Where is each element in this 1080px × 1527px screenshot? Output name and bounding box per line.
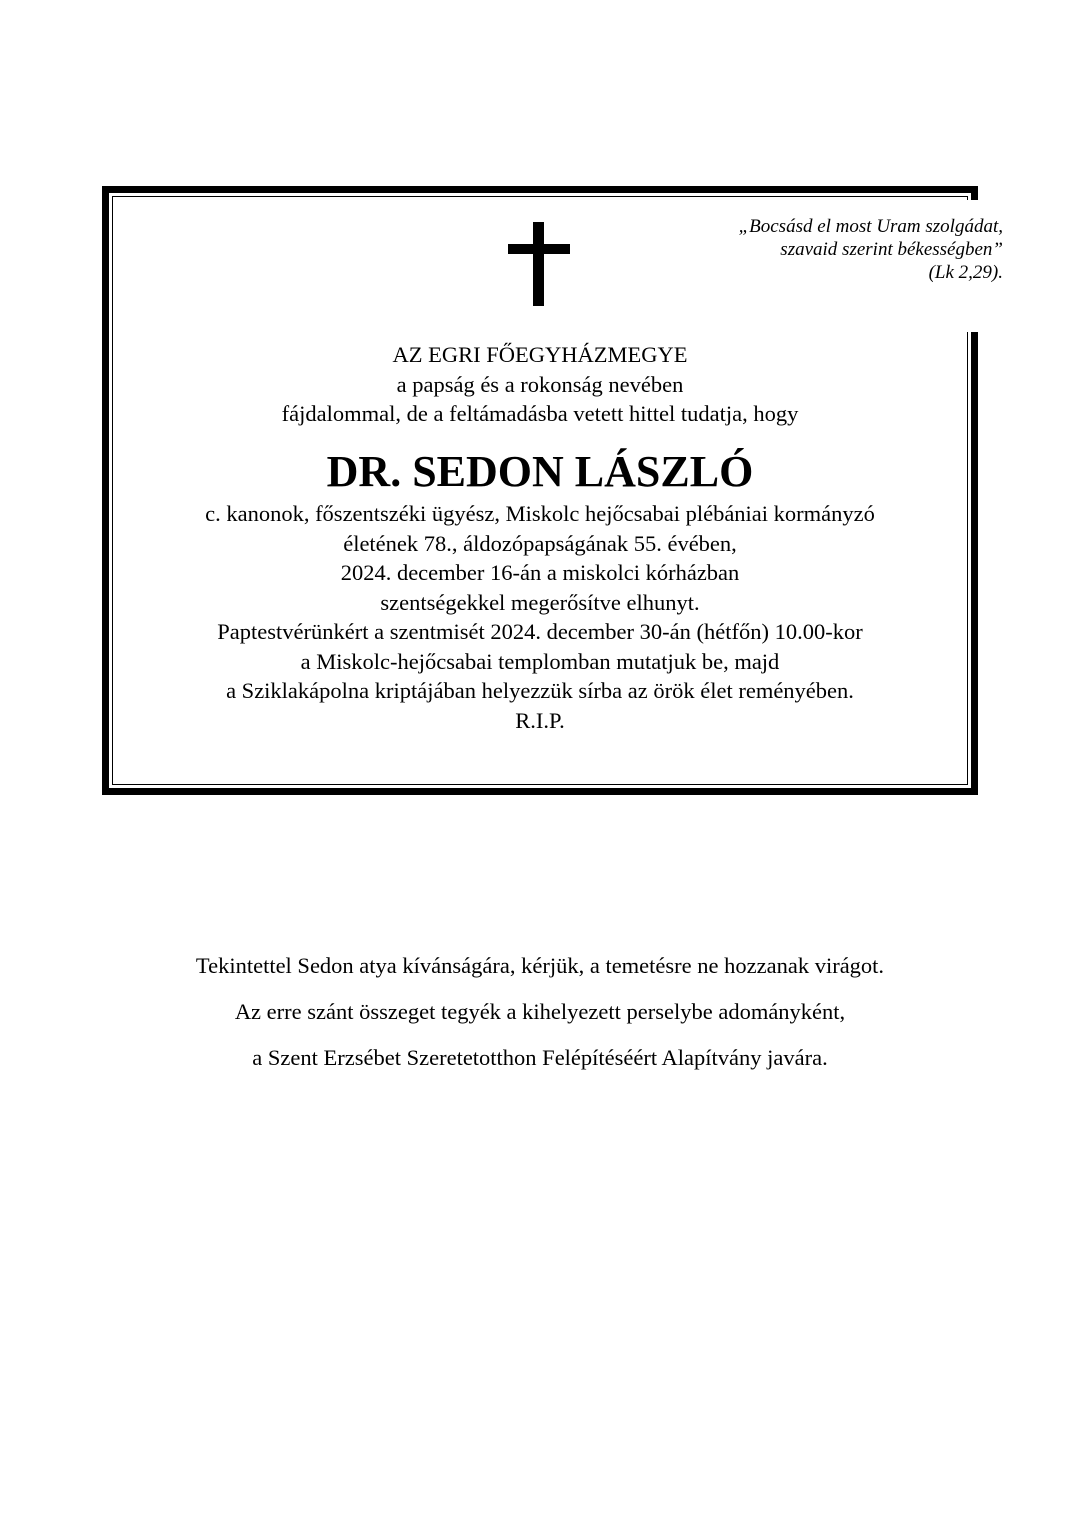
details-line-4: szentségekkel megerősítve elhunyt. xyxy=(380,589,700,615)
announcement-line-1: AZ EGRI FŐEGYHÁZMEGYE xyxy=(392,342,688,367)
footer-line-1: Tekintettel Sedon atya kívánságára, kérjük, a temetésre ne hozzanak virágot. xyxy=(195,953,885,978)
announcement-line-2: a papság és a rokonság nevében xyxy=(396,371,684,397)
details-line-2: életének 78., áldozópapságának 55. évében, xyxy=(343,530,737,556)
obituary-details xyxy=(110,499,970,735)
cross-icon xyxy=(508,222,570,306)
announcement xyxy=(110,340,970,429)
quote-line-2: szavaid szerint békességben” xyxy=(780,239,1003,260)
deceased-name: DR. SEDON LÁSZLÓ xyxy=(326,447,754,496)
details-line-6: a Miskolc-hejőcsabai templomban mutatjuk be, majd xyxy=(300,648,780,674)
details-line-1: c. kanonok, főszentszéki ügyész, Miskolc hejőcsabai plébániai kormányzó xyxy=(205,501,875,526)
footer-line-3: a Szent Erzsébet Szeretetotthon Felépítéséért Alapítvány javára. xyxy=(252,1045,828,1070)
details-line-5: Paptestvérünkért a szentmisét 2024. december 30-án (hétfőn) 10.00-kor xyxy=(217,619,863,644)
details-line-3: 2024. december 16-án a miskolci kórházban xyxy=(340,560,740,585)
details-line-7: a Sziklakápolna kriptájában helyezzük sírba az örök élet reményében. xyxy=(226,678,854,703)
rip-text: R.I.P. xyxy=(515,707,565,733)
announcement-line-3: fájdalommal, de a feltámadásba vetett hittel tudatja, hogy xyxy=(281,401,799,426)
footer-line-2: Az erre szánt összeget tegyék a kihelyezett perselybe adományként, xyxy=(234,999,846,1024)
quote-reference: (Lk 2,29). xyxy=(928,262,1003,283)
bible-quote xyxy=(583,215,1003,284)
footer-note xyxy=(0,943,1080,1081)
quote-line-1: „Bocsásd el most Uram szolgádat, xyxy=(738,216,1003,237)
